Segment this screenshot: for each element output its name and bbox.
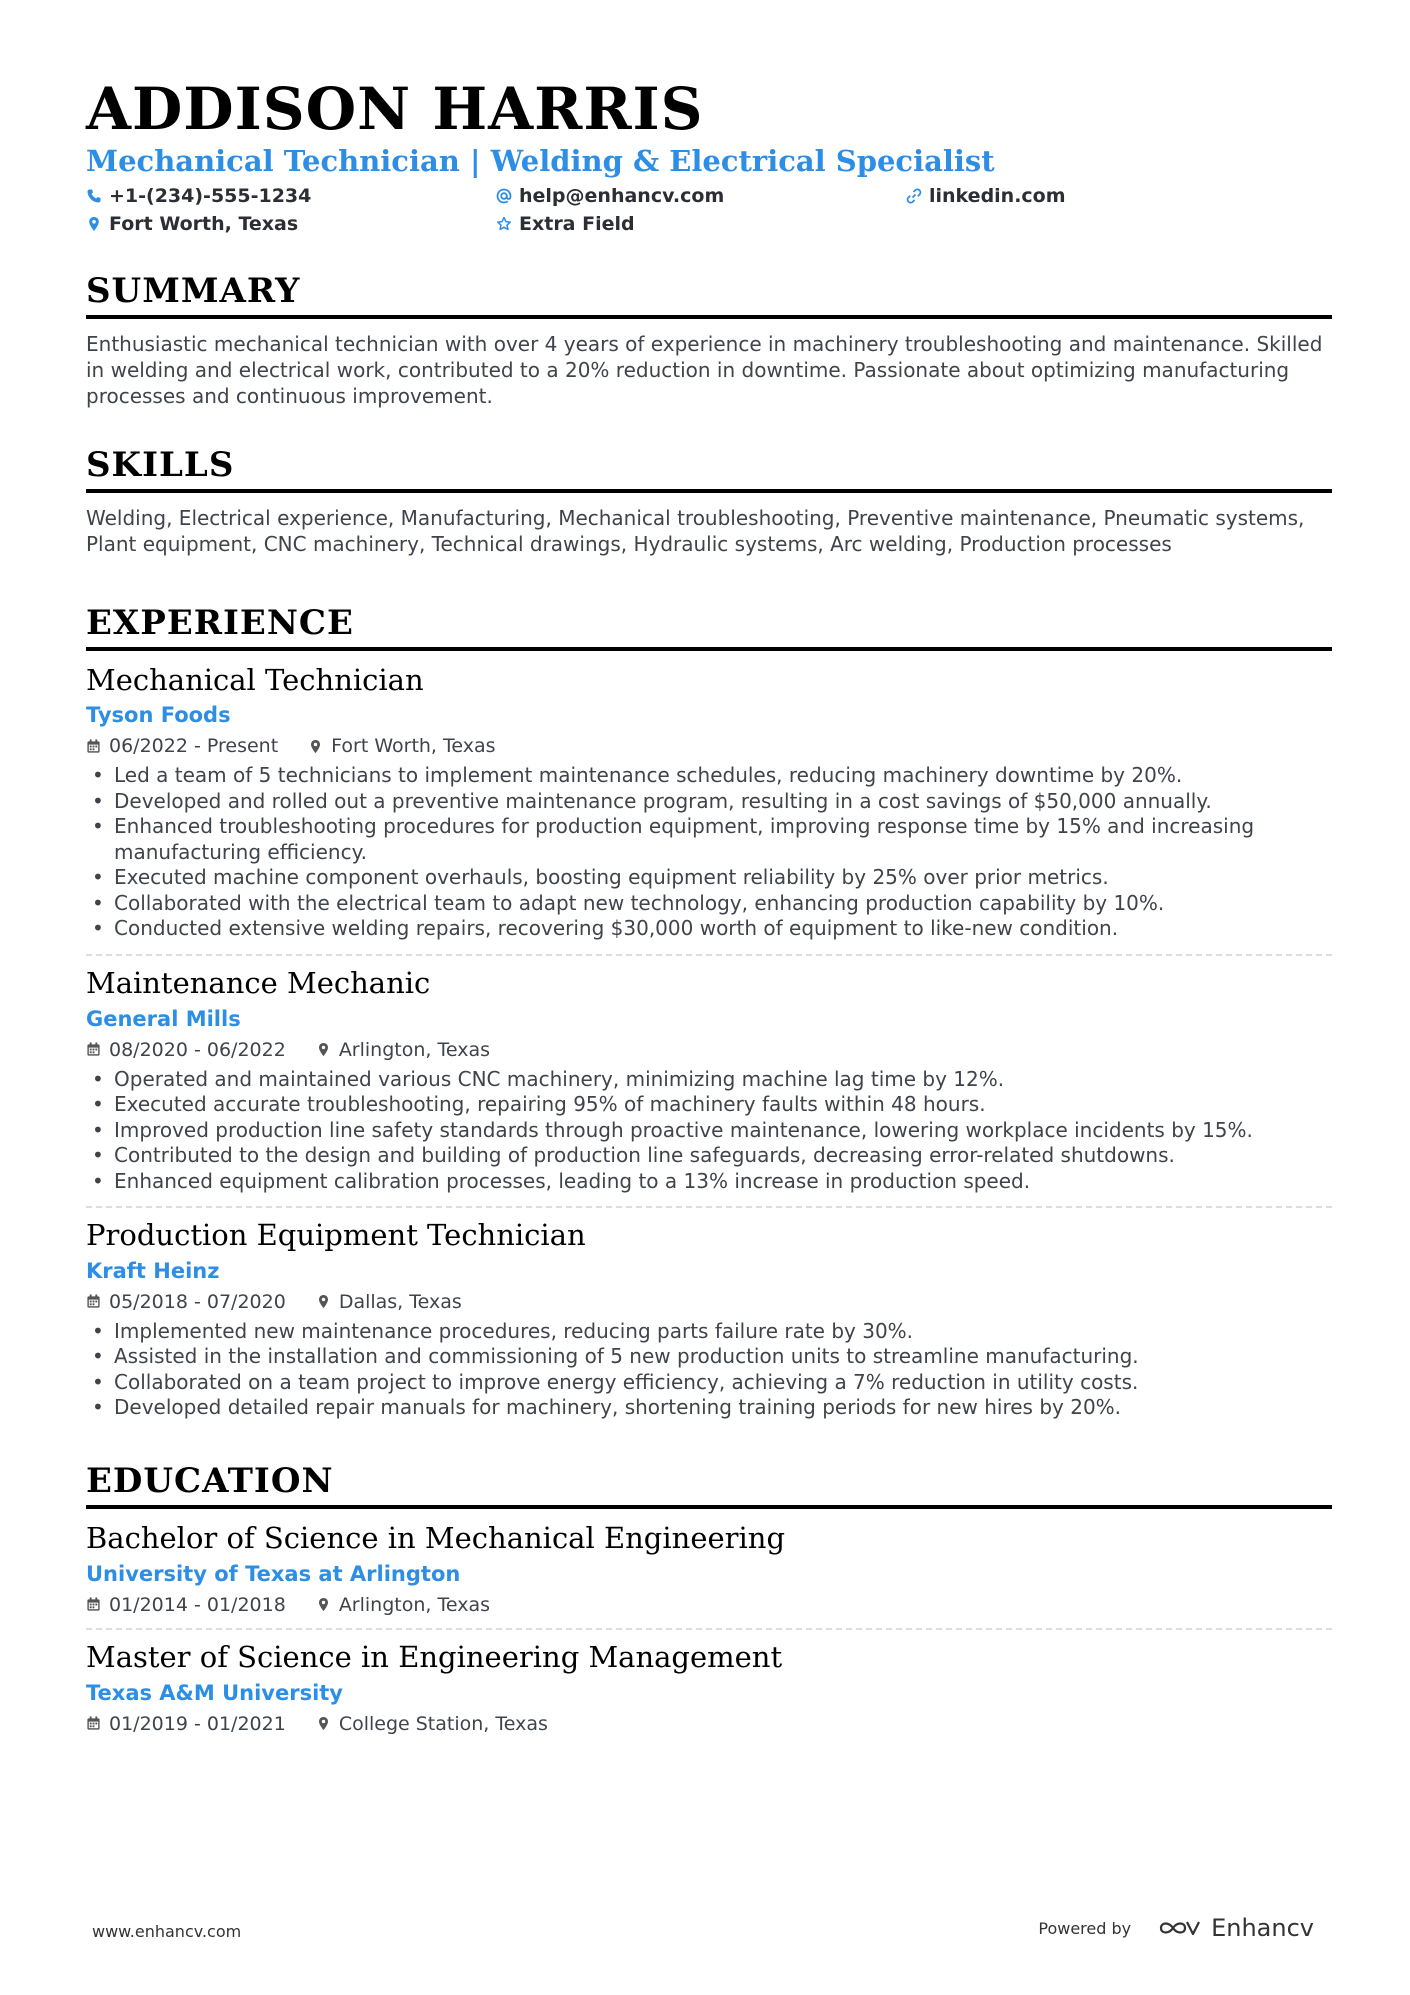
education-location: Arlington, Texas [338, 1593, 490, 1616]
contact-extra [496, 213, 906, 235]
bullet-item: • Conducted extensive welding repairs, recovering $30,000 worth of equipment to like-new condition. [86, 916, 1332, 942]
contact-phone[interactable] [86, 185, 496, 207]
bullet-item: • Enhanced equipment calibration processes, leading to a 13% increase in production speed. [86, 1169, 1332, 1195]
location-pin-icon [316, 1042, 331, 1057]
job-bullets [86, 1067, 1332, 1195]
bullet-item: • Enhanced troubleshooting procedures for production equipment, improving response time by 15% and increasing manufacturing efficiency. [86, 814, 1332, 865]
bullet-item: • Executed machine component overhauls, boosting equipment reliability by 25% over prior metrics. [86, 865, 1332, 891]
education-meta [86, 1713, 1332, 1735]
enhancv-logo-icon [1157, 1916, 1203, 1940]
job-meta [86, 1039, 1332, 1061]
job-dates: 08/2020 - 06/2022 [109, 1038, 286, 1061]
job-bullets [86, 1319, 1332, 1421]
calendar-icon [86, 1042, 101, 1057]
company-name: Tyson Foods [86, 703, 231, 728]
job-location: Arlington, Texas [338, 1038, 490, 1061]
calendar-icon [86, 1716, 101, 1731]
location-pin-icon [316, 1716, 331, 1731]
candidate-headline: Mechanical Technician | Welding & Electrical Specialist [86, 143, 995, 178]
degree-title: Bachelor of Science in Mechanical Engineering [86, 1520, 786, 1555]
location-text: Fort Worth, Texas [109, 212, 299, 235]
extra-field-text: Extra Field [519, 212, 635, 235]
candidate-name: ADDISON HARRIS [86, 75, 704, 143]
job-location: Fort Worth, Texas [331, 735, 496, 758]
experience-entry [86, 663, 1332, 942]
calendar-icon [86, 739, 101, 754]
resume-header [86, 75, 1332, 235]
phone-text: +1-(234)-555-1234 [109, 184, 312, 207]
bullet-item: • Executed accurate troubleshooting, repairing 95% of machinery faults within 48 hours. [86, 1092, 1332, 1118]
location-pin-icon [316, 1597, 331, 1612]
summary-title: SUMMARY [86, 271, 1332, 319]
experience-entry [86, 966, 1332, 1194]
bullet-item: • Collaborated on a team project to improve energy efficiency, achieving a 7% reduction in utility costs. [86, 1370, 1332, 1396]
skills-section [86, 445, 1332, 557]
education-dates: 01/2019 - 01/2021 [109, 1712, 286, 1735]
job-dates: 06/2022 - Present [109, 735, 279, 758]
resume-page [86, 70, 1332, 1735]
location-pin-icon [86, 216, 102, 232]
education-section [86, 1461, 1332, 1735]
footer-website[interactable]: www.enhancv.com [92, 1922, 242, 1941]
bullet-item: • Developed and rolled out a preventive maintenance program, resulting in a cost savings of $50,000 annually. [86, 789, 1332, 815]
experience-title: EXPERIENCE [86, 603, 1332, 651]
link-icon [906, 188, 922, 204]
enhancv-logo[interactable] [1157, 1914, 1314, 1942]
job-title: Mechanical Technician [86, 662, 424, 697]
contact-linkedin[interactable] [906, 185, 1316, 207]
bullet-item: • Implemented new maintenance procedures, reducing parts failure rate by 30%. [86, 1319, 1332, 1345]
contact-email[interactable] [496, 185, 906, 207]
entry-divider [86, 1206, 1332, 1208]
bullet-item: • Improved production line safety standards through proactive maintenance, lowering workplace incidents by 15%. [86, 1118, 1332, 1144]
experience-section [86, 603, 1332, 1421]
education-dates: 01/2014 - 01/2018 [109, 1593, 286, 1616]
education-meta [86, 1594, 1332, 1616]
summary-section [86, 271, 1332, 409]
education-entry [86, 1640, 1332, 1735]
education-location: College Station, Texas [338, 1712, 548, 1735]
contact-list [86, 185, 1332, 235]
degree-title: Master of Science in Engineering Management [86, 1639, 783, 1674]
job-location: Dallas, Texas [338, 1290, 462, 1313]
entry-divider [86, 1628, 1332, 1630]
bullet-item: • Collaborated with the electrical team to adapt new technology, enhancing production capability by 10%. [86, 891, 1332, 917]
job-meta [86, 735, 1332, 757]
calendar-icon [86, 1597, 101, 1612]
bullet-item: • Led a team of 5 technicians to implement maintenance schedules, reducing machinery downtime by 20%. [86, 763, 1332, 789]
company-name: Kraft Heinz [86, 1258, 220, 1283]
bullet-item: • Operated and maintained various CNC machinery, minimizing machine lag time by 12%. [86, 1067, 1332, 1093]
email-text: help@enhancv.com [519, 184, 725, 207]
bullet-item: • Assisted in the installation and commissioning of 5 new production units to streamline manufacturing. [86, 1344, 1332, 1370]
star-icon [496, 216, 512, 232]
brand-name: Enhancv [1211, 1914, 1314, 1942]
bullet-item: • Contributed to the design and building of production line safeguards, decreasing error-related shutdowns. [86, 1143, 1332, 1169]
phone-icon [86, 188, 102, 204]
education-entry [86, 1521, 1332, 1616]
location-pin-icon [316, 1294, 331, 1309]
job-meta [86, 1291, 1332, 1313]
summary-text: Enthusiastic mechanical technician with over 4 years of experience in machinery troubleshooting and maintenance. Skilled in welding and electrical work, contributed to a 20% reduction in downtime. Passionate about optimizing manufacturing processes and continuous improvement. [86, 331, 1323, 408]
school-name: Texas A&M University [86, 1680, 343, 1705]
job-dates: 05/2018 - 07/2020 [109, 1290, 286, 1313]
experience-entry [86, 1218, 1332, 1421]
calendar-icon [86, 1294, 101, 1309]
at-icon [496, 188, 512, 204]
job-title: Production Equipment Technician [86, 1218, 586, 1253]
company-name: General Mills [86, 1006, 241, 1031]
powered-by-text: Powered by [1038, 1918, 1132, 1938]
job-title: Maintenance Mechanic [86, 965, 431, 1000]
location-pin-icon [308, 739, 323, 754]
skills-text: Welding, Electrical experience, Manufacturing, Mechanical troubleshooting, Preventive maintenance, Pneumatic systems, Plant equipment, CNC machinery, Technical drawings, Hydraulic systems, Arc welding, Production processes [86, 505, 1305, 556]
skills-title: SKILLS [86, 445, 1332, 493]
contact-location [86, 213, 496, 235]
bullet-item: • Developed detailed repair manuals for machinery, shortening training periods for new hires by 20%. [86, 1395, 1332, 1421]
education-title: EDUCATION [86, 1461, 1332, 1509]
linkedin-text: linkedin.com [929, 184, 1066, 207]
school-name: University of Texas at Arlington [86, 1561, 461, 1586]
entry-divider [86, 954, 1332, 956]
footer-branding [1038, 1914, 1314, 1942]
job-bullets [86, 763, 1332, 942]
